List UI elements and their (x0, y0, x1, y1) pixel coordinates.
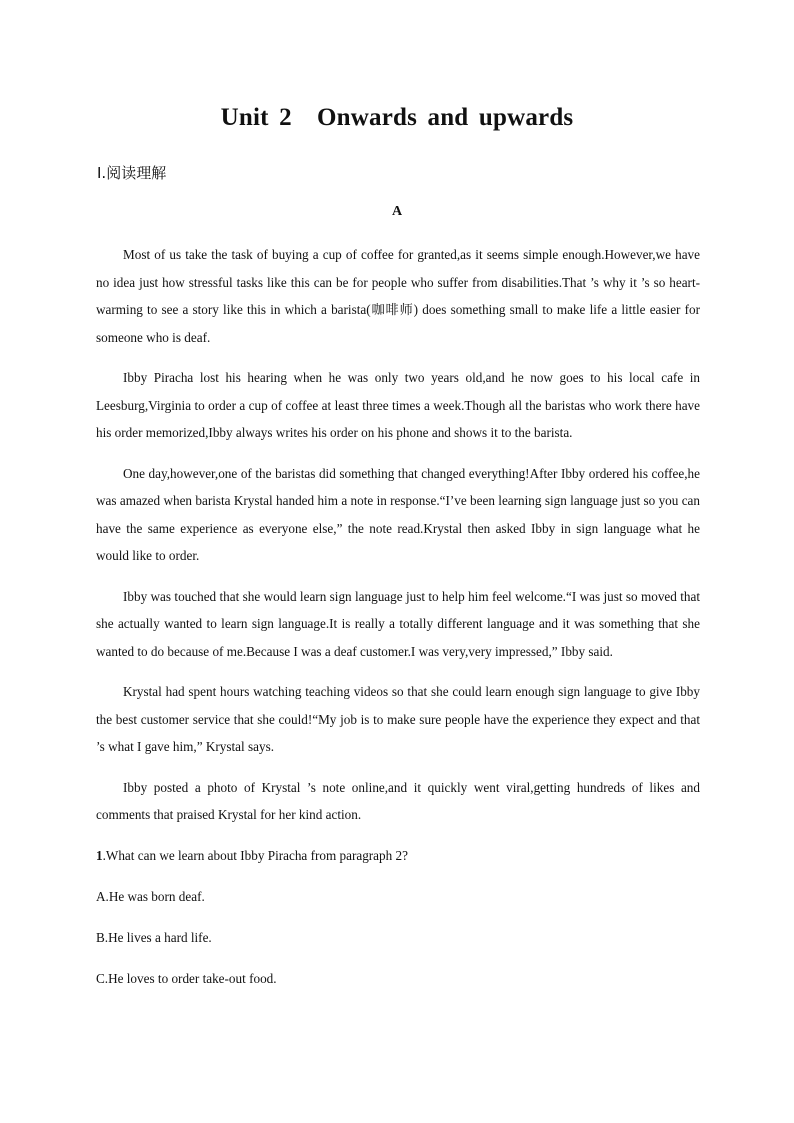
paragraph-1: Most of us take the task of buying a cup of coffee for granted,as it seems simple enough.However,we have no idea just how stressful tasks like this can be for people who suffer from disabilities.That ’s why it ’s so heart-warming to see a story like this in which a barista(咖啡师) does something small to make life a little easier for someone who is deaf. (96, 247, 700, 345)
question-number: 1 (96, 847, 103, 863)
paragraph-4: Ibby was touched that she would learn sign language just to help him feel welcome.“I was just so moved that she actually wanted to learn sign language.It is really a totally different language and it was something that she wanted to do because of me.Because I was a deaf customer.I was very,very impressed,” Ibby said. (96, 588, 700, 659)
question-1 (96, 842, 700, 870)
unit-title: Unit 2 Onwards and upwards (220, 104, 574, 131)
paragraph-5: Krystal had spent hours watching teaching videos so that she could learn enough sign language to give Ibby the best customer service that she could!“My job is to make sure people have the experience they expect and that ’s what I gave him,” Krystal says. (96, 684, 700, 754)
option-b: B.He lives a hard life. (96, 929, 212, 945)
question-text: .What can we learn about Ibby Piracha from paragraph 2? (102, 847, 408, 863)
paragraph-6: Ibby posted a photo of Krystal ’s note online,and it quickly went viral,getting hundreds of likes and comments that praised Krystal for her kind action. (96, 779, 700, 822)
passage-label: A (391, 204, 403, 219)
option-a: A.He was born deaf. (96, 888, 205, 904)
paragraph-2: Ibby Piracha lost his hearing when he was only two years old,and he now goes to his local cafe in Leesburg,Virginia to order a cup of coffee at least three times a week.Though all the baristas who work there have his order memorized,Ibby always writes his order on his phone and shows it to the barista. (96, 370, 700, 440)
section-heading: Ⅰ.阅读理解 (97, 164, 167, 182)
option-c: C.He loves to order take-out food. (96, 970, 277, 986)
passage-body (96, 241, 700, 1006)
paragraph-3: One day,however,one of the baristas did something that changed everything!After Ibby ordered his coffee,he was amazed when barista Krystal handed him a note in response.“I’ve been learning sign language just so you can have the same experience as everyone else,” the note read.Krystal then asked Ibby in sign language what he would like to order. (96, 465, 700, 563)
